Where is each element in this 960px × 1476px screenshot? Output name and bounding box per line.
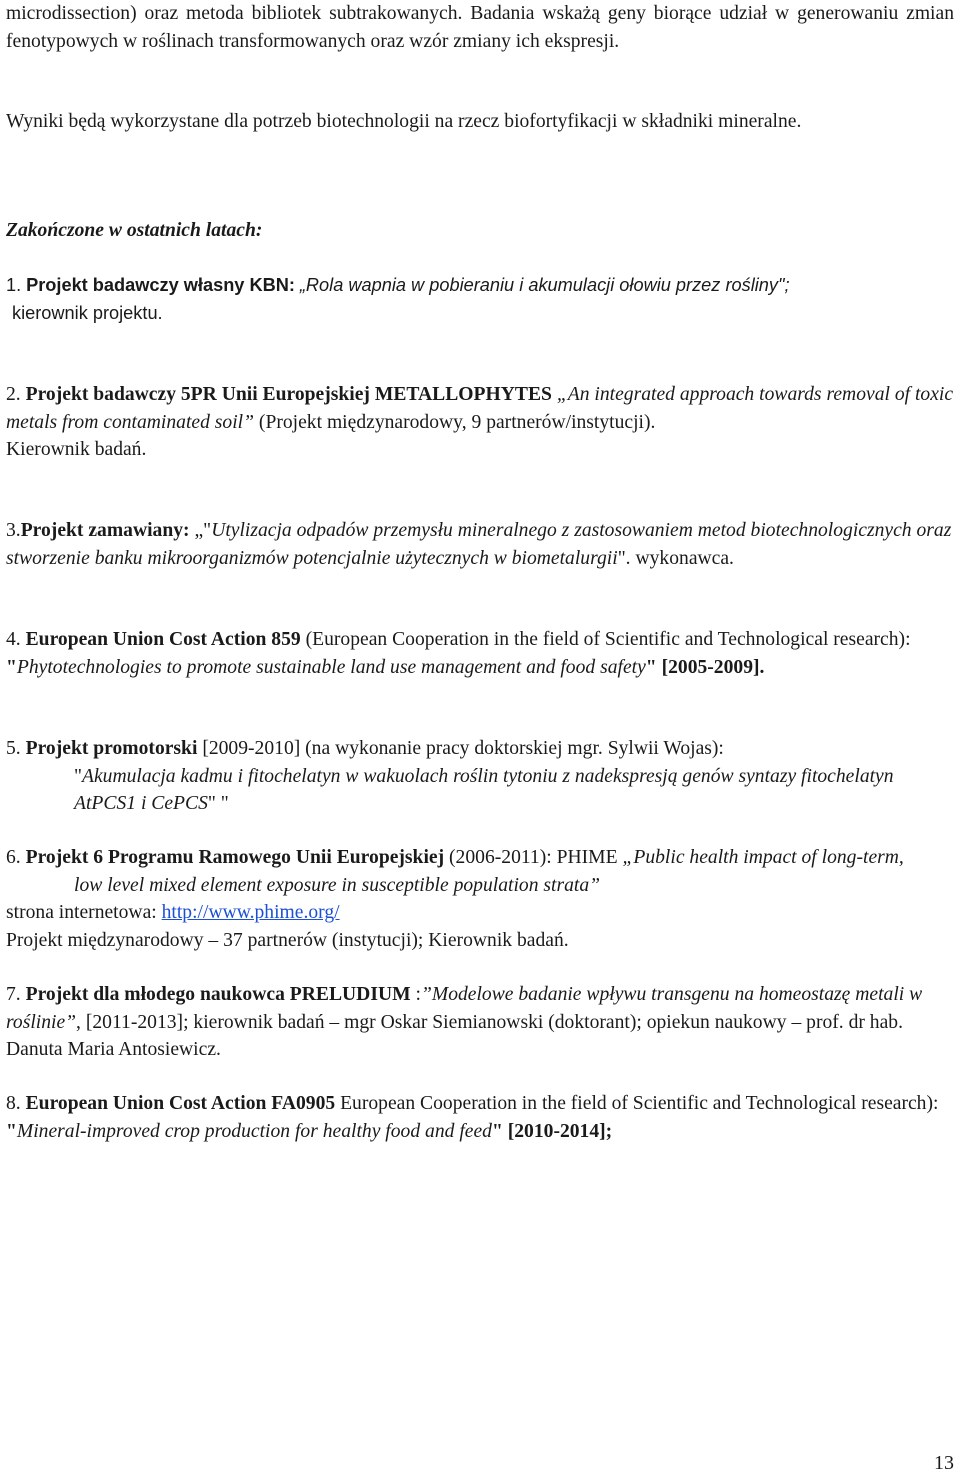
page-number: 13: [934, 1452, 954, 1474]
item-number: 3.: [6, 520, 21, 541]
website-label: strona internetowa:: [6, 902, 157, 923]
quote-open: ": [6, 1120, 17, 1142]
project-label: Projekt 6 Programu Ramowego Unii Europejskiej: [25, 847, 445, 868]
project-label: European Union Cost Action FA0905: [25, 1093, 336, 1114]
project-label: Projekt zamawiany:: [20, 520, 190, 541]
quote-open: ": [74, 765, 82, 787]
project-role: ". wykonawca.: [617, 547, 734, 569]
quote-close: " ": [207, 793, 229, 814]
item-number: 2.: [6, 384, 21, 405]
project-title: Mineral-improved crop production for healthy food and feed: [16, 1120, 492, 1142]
project-role: Kierownik badań.: [6, 439, 147, 460]
quote-open: „": [194, 520, 212, 541]
project-item-3: [6, 517, 954, 572]
project-title: Utylizacja odpadów przemysłu mineralnego z zastosowaniem metod biotechnologicznych oraz stworzenie banku mikroorganizmów potencjalnie użytecznych w biometalurgii: [6, 520, 952, 569]
item-number: 7.: [6, 984, 21, 1005]
project-item-8: [6, 1090, 954, 1145]
project-detail: , [2011-2013]; kierownik badań – mgr Oskar Siemianowski (doktorant); opiekun naukowy – prof. dr hab. Danuta Maria Antosiewicz.: [6, 1011, 903, 1060]
project-item-6: [6, 844, 954, 954]
project-title: „Rola wapnia w pobieraniu i akumulacji ołowiu przez rośliny";: [299, 275, 790, 295]
project-item-2: [6, 381, 954, 464]
project-item-7: [6, 981, 954, 1064]
project-label: European Union Cost Action 859: [25, 629, 301, 650]
intro-paragraph: [6, 0, 954, 55]
project-item-5: [6, 735, 954, 818]
project-role: kierownik projektu.: [12, 302, 163, 323]
item-number: 4.: [6, 629, 21, 650]
project-label: Projekt badawczy własny KBN:: [26, 275, 295, 295]
project-dates: " [2005-2009].: [645, 656, 765, 678]
results-paragraph: [6, 108, 954, 136]
project-title: Phytotechnologies to promote sustainable land use management and food safety: [16, 656, 646, 678]
section-heading: [6, 217, 954, 245]
item-number: 8.: [6, 1093, 21, 1114]
intro-text: microdissection) oraz metoda bibliotek subtrakowanych. Badania wskażą geny biorące udział w generowaniu zmian fenotypowych w roślinach transformowanych oraz wzór zmiany ich ekspresji.: [6, 3, 954, 52]
project-detail: [2009-2010] (na wykonanie pracy doktorskiej mgr. Sylwii Wojas):: [202, 738, 724, 759]
colon: :: [415, 984, 421, 1005]
item-number: 1.: [6, 275, 22, 295]
project-label: Projekt dla młodego naukowca PRELUDIUM: [25, 984, 411, 1005]
project-item-1: [6, 272, 954, 327]
project-item-4: [6, 626, 954, 681]
item-number: 5.: [6, 738, 21, 759]
project-dates: " [2010-2014];: [491, 1120, 613, 1142]
project-title: „Public health impact of long-term, low level mixed element exposure in susceptible population strata”: [74, 847, 904, 896]
project-detail: (European Cooperation in the field of Scientific and Technological research):: [305, 629, 911, 650]
quote-open: ": [6, 656, 17, 678]
project-detail: European Cooperation in the field of Scientific and Technological research):: [340, 1093, 939, 1114]
project-title: Akumulacja kadmu i fitochelatyn w wakuolach roślin tytoniu z nadekspresją genów syntazy fitochelatyn AtPCS1 i CePCS: [74, 765, 894, 814]
project-label: Projekt promotorski: [25, 738, 198, 759]
project-label: Projekt badawczy 5PR Unii Europejskiej METALLOPHYTES: [25, 384, 552, 405]
project-detail: (Projekt międzynarodowy, 9 partnerów/instytucji).: [258, 411, 656, 433]
project-title: „An integrated approach towards removal of toxic metals from contaminated soil”: [6, 384, 954, 433]
heading-text: Zakończone w ostatnich latach:: [6, 220, 263, 241]
results-text: Wyniki będą wykorzystane dla potrzeb biotechnologii na rzecz biofortyfikacji w składniki mineralne.: [6, 111, 802, 132]
item-number: 6.: [6, 847, 21, 868]
website-link[interactable]: http://www.phime.org/: [161, 902, 340, 923]
project-title: ”Modelowe badanie wpływu transgenu na homeostazę metali w roślinie”: [6, 984, 923, 1033]
project-role: Projekt międzynarodowy – 37 partnerów (instytucji); Kierownik badań.: [6, 929, 569, 951]
project-detail: (2006-2011): PHIME: [449, 847, 618, 868]
